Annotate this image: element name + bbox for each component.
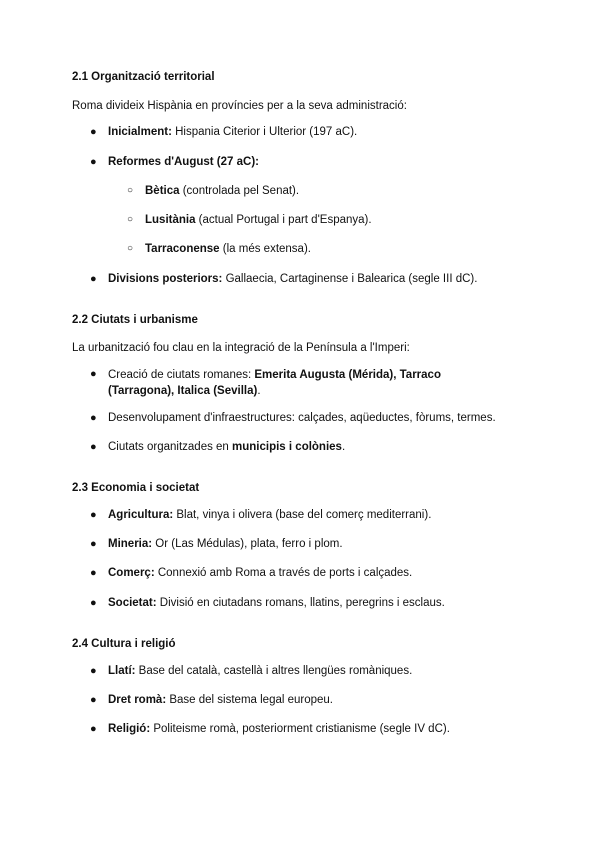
list-item [108, 367, 508, 399]
list-item [108, 597, 445, 609]
list-item [108, 538, 343, 550]
item-text: Blat, vinya i olivera (base del comerç mediterrani). [173, 509, 432, 521]
sub-bullet-icon: ○ [127, 185, 134, 196]
bullet-icon: ● [90, 126, 97, 138]
item-text: Divisió en ciutadans romans, llatins, peregrins i esclaus. [156, 597, 445, 609]
item-bold: Lusitània [145, 214, 196, 226]
item-bold: Tarraconense [145, 243, 220, 255]
item-text: Connexió amb Roma a través de ports i calçades. [154, 567, 413, 579]
sub-bullet-icon: ○ [127, 243, 134, 254]
sub-list-item [145, 185, 299, 197]
item-text: . [341, 441, 346, 453]
item-bold: Religió: [108, 723, 151, 735]
item-text: Base del català, castellà i altres llengües romàniques. [135, 665, 413, 677]
section-heading: 2.3 Economia i societat [72, 482, 200, 494]
section-intro: Roma divideix Hispània en províncies per a la seva administració: [72, 100, 407, 112]
sub-bullet-icon: ○ [127, 214, 134, 225]
item-bold: Comerç: [108, 567, 155, 579]
item-bold: Mineria: [108, 538, 153, 550]
item-bold: Bètica [145, 185, 180, 197]
item-text: Ciutats organitzades en [108, 441, 233, 453]
list-item [108, 567, 412, 579]
item-bold: Dret romà: [108, 694, 167, 706]
list-item [108, 694, 333, 706]
list-item [108, 126, 357, 138]
item-text: . [257, 385, 261, 397]
bullet-icon: ● [90, 723, 97, 735]
item-text: Creació de ciutats romanes: [108, 369, 255, 381]
item-bold: Reformes d'August (27 aC): [108, 156, 259, 168]
item-text: Base del sistema legal europeu. [166, 694, 334, 706]
item-text: Politeisme romà, posteriorment cristianisme (segle IV dC). [150, 723, 450, 735]
bullet-icon: ● [90, 368, 97, 380]
list-item [108, 412, 496, 424]
item-bold: Inicialment: [108, 126, 172, 138]
item-bold: Llatí: [108, 665, 136, 677]
bullet-icon: ● [90, 441, 97, 453]
sub-list-item [145, 214, 372, 226]
bullet-icon: ● [90, 509, 97, 521]
item-text: (actual Portugal i part d'Espanya). [195, 214, 372, 226]
bullet-icon: ● [90, 156, 97, 168]
list-item [108, 156, 259, 168]
list-item [108, 441, 345, 453]
bullet-icon: ● [90, 567, 97, 579]
item-bold: Emerita Augusta (Mérida), Tarraco (Tarragona), Italica (Sevilla) [108, 369, 441, 397]
item-bold: Agricultura: [108, 509, 174, 521]
section-intro: La urbanització fou clau en la integració de la Península a l'Imperi: [72, 342, 410, 354]
bullet-icon: ● [90, 597, 97, 609]
item-bold: Divisions posteriors: [108, 273, 223, 285]
list-item [108, 723, 450, 735]
item-text: Hispania Citerior i Ulterior (197 aC). [171, 126, 358, 138]
sub-list-item [145, 243, 311, 255]
list-item [108, 273, 477, 285]
list-item [108, 509, 431, 521]
bullet-icon: ● [90, 538, 97, 550]
bullet-icon: ● [90, 273, 97, 285]
section-heading: 2.4 Cultura i religió [72, 638, 176, 650]
bullet-icon: ● [90, 665, 97, 677]
item-text: Gallaecia, Cartaginense i Balearica (segle III dC). [222, 273, 478, 285]
bullet-icon: ● [90, 694, 97, 706]
section-heading: 2.1 Organització territorial [72, 71, 215, 83]
section-heading: 2.2 Ciutats i urbanisme [72, 314, 198, 326]
item-text: (la més extensa). [219, 243, 311, 255]
item-text: Or (Las Médulas), plata, ferro i plom. [152, 538, 343, 550]
bullet-icon: ● [90, 412, 97, 424]
item-bold: municipis i colònies [232, 441, 342, 453]
item-bold: Societat: [108, 597, 157, 609]
list-item [108, 665, 412, 677]
item-text: Desenvolupament d'infraestructures: calçades, aqüeductes, fòrums, termes. [108, 412, 496, 424]
item-text: (controlada pel Senat). [179, 185, 300, 197]
